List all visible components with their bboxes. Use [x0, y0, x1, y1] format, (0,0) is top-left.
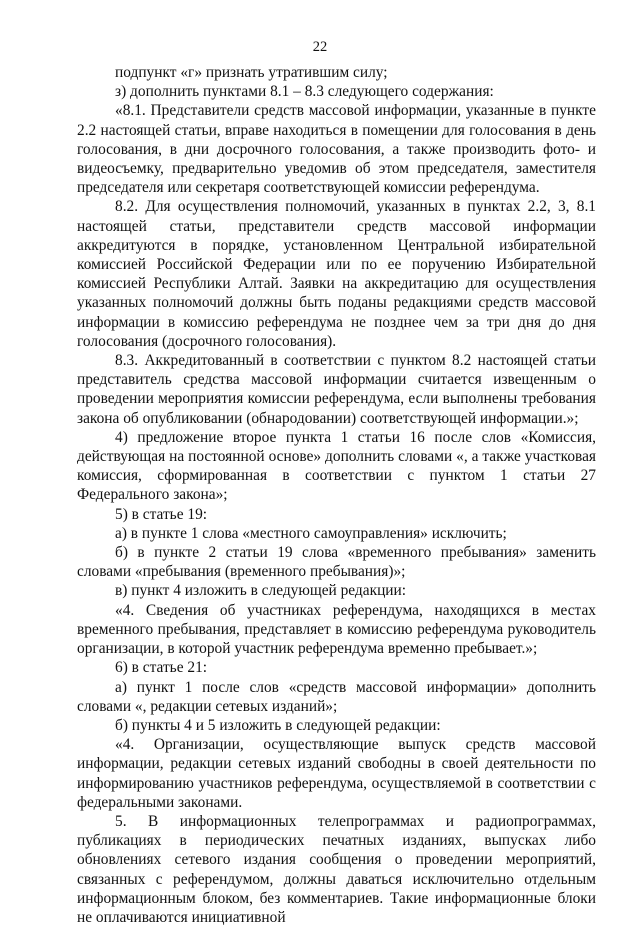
paragraph: 8.2. Для осуществления полномочий, указанных в пунктах 2.2, 3, 8.1 настоящей статьи, представители средств массовой информации аккредитуются в порядке, установленном Центральной избирательной комиссией Российской Федерации или по ее поручению Избирательной комиссией Республики Алтай. Заявки на аккредитацию для осуществления указанных полномочий должны быть поданы редакциями средств массовой информации в комиссию референдума не позднее чем за три дня до дня голосования (досрочного голосования).	[77, 198, 596, 350]
paragraph: «4. Организации, осуществляющие выпуск средств массовой информации, редакции сетевых изданий свободны в своей деятельности по информированию участников референдума, осуществляемой в соответствии с федеральными законами.	[77, 736, 596, 811]
paragraph: з) дополнить пунктами 8.1 – 8.3 следующего содержания:	[115, 83, 494, 101]
paragraph: 8.3. Аккредитованный в соответствии с пунктом 8.2 настоящей статьи представитель средства массовой информации считается извещенным о проведении мероприятия комиссии референдума, если выполнены требования закона об опубликовании (обнародовании) соответствующей информации.»;	[77, 352, 596, 427]
document-body	[77, 63, 596, 927]
paragraph: 5. В информационных телепрограммах и радиопрограммах, публикациях в периодических печатных изданиях, выпусках либо обновлениях сетевого издания сообщения о проведении мероприятий, связанных с референдумом, должны даваться исключительно отдельным информационным блоком, без комментариев. Такие информационные блоки не оплачиваются инициативной	[77, 812, 596, 926]
paragraph: «4. Сведения об участниках референдума, находящихся в местах временного пребывания, представляет в комиссию референдума руководитель организации, в которой участник референдума временно пребывает.»;	[77, 601, 596, 658]
paragraph: 5) в статье 19:	[115, 505, 208, 523]
paragraph: «8.1. Представители средств массовой информации, указанные в пункте 2.2 настоящей статьи, вправе находиться в помещении для голосования в день голосования, в дни досрочного голосования, а также производить фото- и видеосъемку, предварительно уведомив об этом председателя, заместителя председателя или секретаря соответствующей комиссии референдума.	[77, 102, 596, 197]
page-number: 22	[312, 39, 328, 55]
paragraph: 4) предложение второе пункта 1 статьи 16 после слов «Комиссия, действующая на постоянной основе» дополнить словами «, а также участковая комиссия, сформированная в соответствии с пунктом 1 статьи 27 Федерального закона»;	[77, 428, 596, 504]
paragraph: б) пункты 4 и 5 изложить в следующей редакции:	[115, 716, 441, 734]
paragraph: а) пункт 1 после слов «средств массовой информации» дополнить словами «, редакции сетевых изданий»;	[77, 678, 596, 715]
paragraph: б) в пункте 2 статьи 19 слова «временного пребывания» заменить словами «пребывания (временного пребывания)»;	[77, 544, 596, 581]
paragraph: 6) в статье 21:	[115, 659, 208, 677]
paragraph: а) в пункте 1 слова «местного самоуправления» исключить;	[115, 524, 507, 542]
paragraph: в) пункт 4 изложить в следующей редакции:	[115, 582, 407, 600]
paragraph: подпункт «г» признать утратившим силу;	[115, 64, 388, 81]
